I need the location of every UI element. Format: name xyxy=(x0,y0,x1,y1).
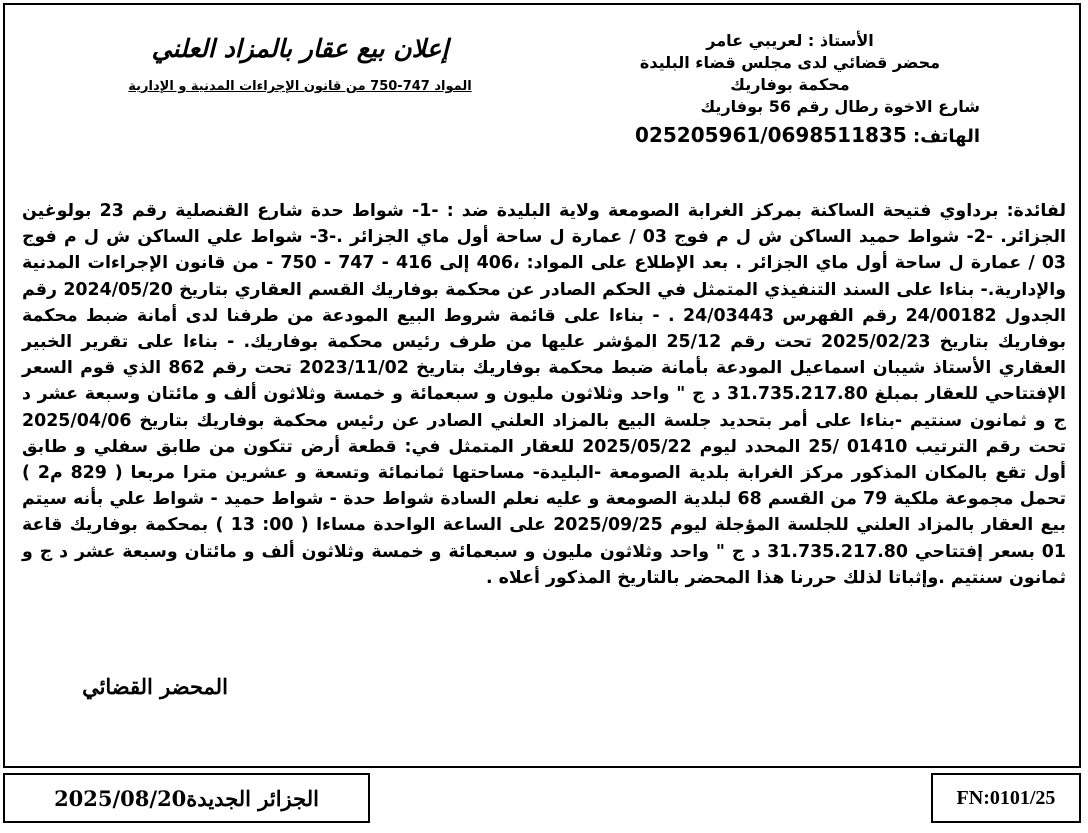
bailiff-name: الأستاذ : لعريبي عامر xyxy=(706,31,874,50)
fn-code: FN:0101/25 xyxy=(956,786,1056,809)
announcement-title: إعلان بيع عقار بالمزاد العلني xyxy=(151,34,449,63)
signature: المحضر القضائي xyxy=(82,674,228,699)
fn-code-box xyxy=(931,773,1081,823)
phone-line xyxy=(600,122,980,150)
phone-number: 025205961/0698511835 xyxy=(635,123,907,147)
office-address: شارع الاخوة رطال رقم 56 بوفاريك xyxy=(700,97,980,116)
announcement-heading xyxy=(100,32,500,96)
newspaper-date: الجزائر الجديدة2025/08/20 xyxy=(54,785,319,811)
bailiff-title: محضر قضائي لدى مجلس قضاء البليدة xyxy=(639,53,941,72)
announcement-body: لفائدة: برداوي فتيحة الساكنة بمركز الغرابة الصومعة ولاية البليدة ضد : -1- شواط حدة شارع القنصلية رقم 23 بولوغين الجزائر. -2- شواط حميد الساكن ش ل م فوج 03 / عمارة ل ساحة أول ماي الجزائر .-3- شواط علي الساكن ش ل م فوج 03 / عمارة ل ساحة أول ماي الجزائر . بعد الإطلاع على المواد: ،406 إلى 416 - 747 - 750 - من قانون الإجراءات المدنية والإدارية.- بناءا على السند التنفيذي المتمثل في الحكم الصادر عن محكمة بوفاريك القسم العقاري بتاريخ 2024/05/20 رقم الجدول 24/00182 رقم الفهرس 24/03443 . - بناءا على قائمة شروط البيع المودعة من طرفنا لدى أمانة ضبط محكمة بوفاريك بتاريخ 2025/02/23 تحت رقم 25/12 المؤشر عليها من طرف رئيس محكمة بوفاريك. - بناءا على تقرير الخبير العقاري الأستاذ شيبان اسماعيل المودعة بأمانة ضبط محكمة بوفاريك بتاريخ 2023/11/02 تحت رقم 862 الذي قوم السعر الإفتتاحي للعقار بمبلغ 31.735.217.80 د ج " واحد وثلاثون مليون و سبعمائة و خمسة وثلاثون ألف و مائتان وسبعة عشر د ج و ثمانون سنتيم -بناءا على أمر بتحديد جلسة البيع بالمزاد العلني الصادر عن رئيس محكمة بوفاريك بتاريخ 2025/04/06 تحت رقم الترتيب 01410 /25 المحدد ليوم 2025/05/22 للعقار المتمثل في: قطعة أرض تتكون من طابق سفلي و طابق أول تقع بالمكان المذكور مركز الغرابة بلدية الصومعة -البليدة- مساحتها ثمانمائة وتسعة و عشرين مترا مربعا ( 829 م2 ) تحمل مجموعة ملكية 79 من القسم 68 لبلدية الصومعة و عليه نعلم السادة شواط حدة - شواط حميد - شواط علي بأنه سيتم بيع العقار بالمزاد العلني للجلسة المؤجلة ليوم 2025/09/25 على الساعة الواحدة مساءا ( 00: 13 ) بمحكمة بوفاريك قاعة 01 بسعر إفتتاحي 31.735.217.80 د ج " واحد وثلاثون مليون و سبعمائة و خمسة وثلاثون ألف و مائتان وسبعة عشر د ج و ثمانون سنتيم .وإثباتا لذلك حررنا هذا المحضر بالتاريخ المذكور أعلاه . xyxy=(22,201,1067,588)
phone-label: الهاتف: xyxy=(913,126,980,147)
legal-reference: المواد 747-750 من قانون الإجراءات المدنية و الإدارية xyxy=(128,79,472,94)
newspaper-date-box xyxy=(3,773,370,823)
court-name: محكمة بوفاريك xyxy=(730,75,850,94)
bailiff-info xyxy=(600,30,980,150)
